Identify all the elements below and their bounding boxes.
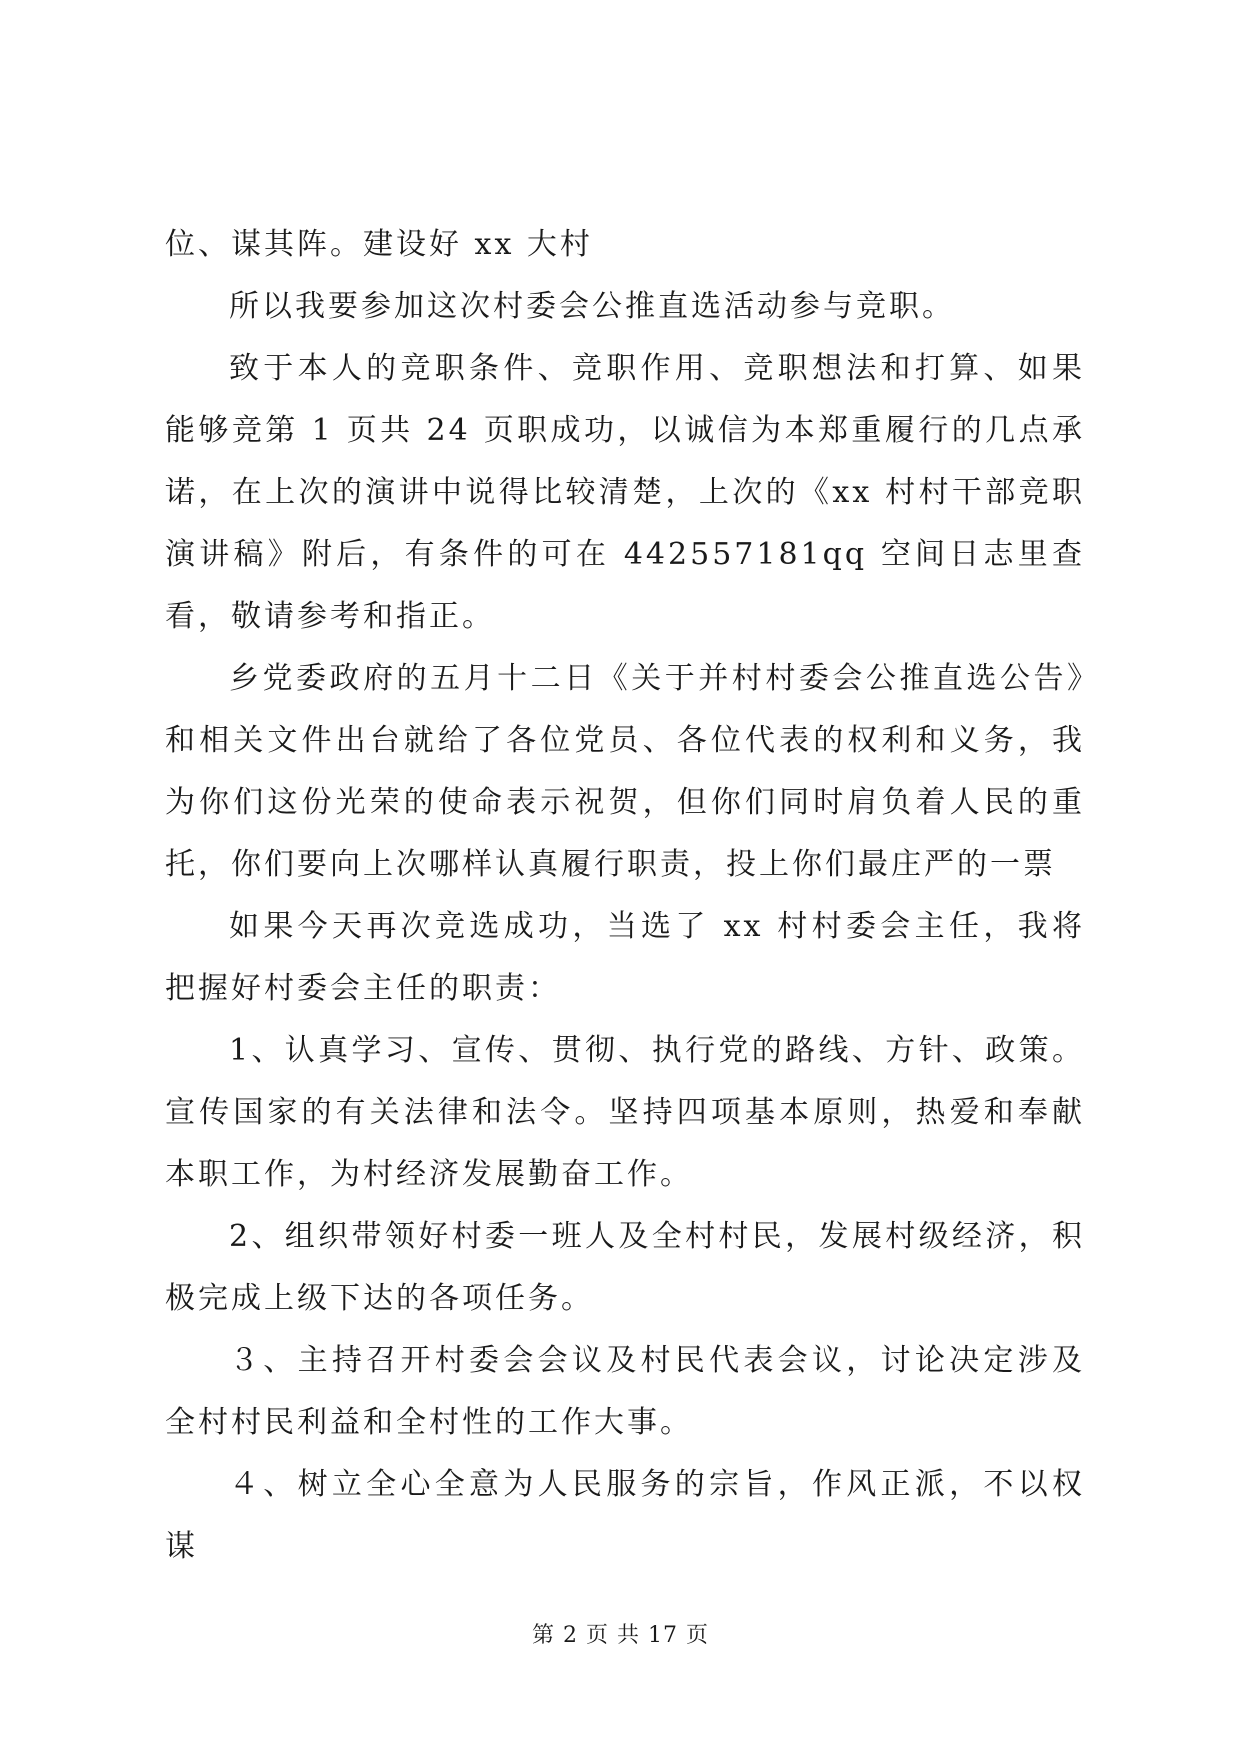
paragraph-2: 所以我要参加这次村委会公推直选活动参与竞职。 <box>229 289 955 324</box>
document-body <box>165 214 1085 1578</box>
paragraph-7: 2、组织带领好村委一班人及全村村民，发展村级经济，积极完成上级下达的各项任务。 <box>165 1219 1085 1316</box>
paragraph-1: 位、谋其阵。建设好 xx 大村 <box>165 227 593 262</box>
paragraph-5: 如果今天再次竞选成功，当选了 xx 村村委会主任，我将把握好村委会主任的职责： <box>165 909 1085 1006</box>
paragraph-6: 1、认真学习、宣传、贯彻、执行党的路线、方针、政策。宣传国家的有关法律和法令。坚持四项基本原则，热爱和奉献本职工作，为村经济发展勤奋工作。 <box>165 1033 1085 1192</box>
paragraph-8: ３、主持召开村委会会议及村民代表会议，讨论决定涉及全村村民利益和全村性的工作大事。 <box>165 1343 1085 1440</box>
paragraph-3: 致于本人的竞职条件、竞职作用、竞职想法和打算、如果能够竞第 1 页共 24 页职成功，以诚信为本郑重履行的几点承诺，在上次的演讲中说得比较清楚，上次的《xx 村村干部竞职演讲稿》附后，有条件的可在 442557181qq 空间日志里查看，敬请参考和指正。 <box>165 351 1085 634</box>
paragraph-4: 乡党委政府的五月十二日《关于并村村委会公推直选公告》和相关文件出台就给了各位党员、各位代表的权利和义务，我为你们这份光荣的使命表示祝贺，但你们同时肩负着人民的重托，你们要向上次哪样认真履行职责，投上你们最庄严的一票 <box>165 661 1085 882</box>
page-footer: 第 2 页 共 17 页 <box>532 1623 709 1648</box>
paragraph-9: ４、树立全心全意为人民服务的宗旨，作风正派，不以权谋 <box>165 1467 1085 1564</box>
